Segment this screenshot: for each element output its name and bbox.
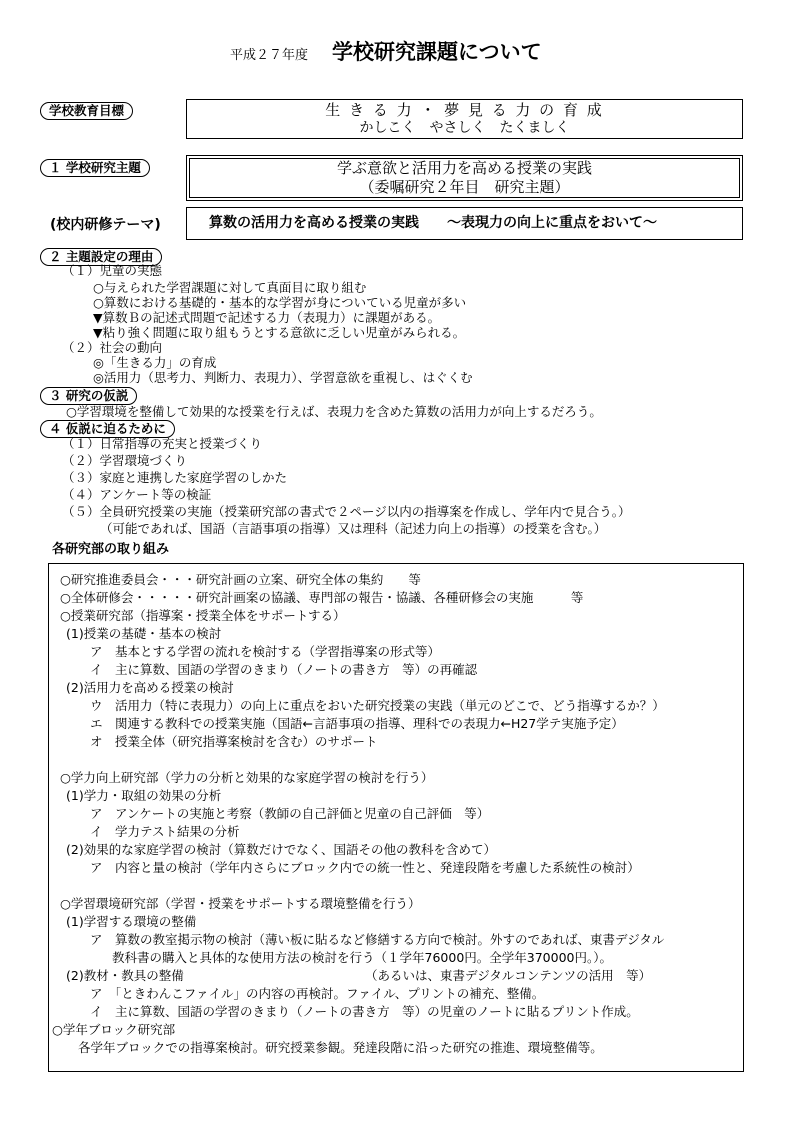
dept-line: ア 算数の教室掲示物の検討（薄い板に貼るなど修繕する方向で検討。外すのであれば、東書デジタル	[90, 932, 665, 947]
dept-line: (1)学習する環境の整備	[66, 914, 197, 929]
dept-line: ア アンケートの実施と考察（教師の自己評価と児童の自己評価 等）	[90, 806, 490, 821]
approach-line: （２）学習環境づくり	[62, 453, 188, 468]
approach-label: ４ 仮説に迫るために	[40, 420, 175, 438]
hypothesis-text: ○学習環境を整備して効果的な授業を行えば、表現力を含めた算数の活用力が向上するだろう。	[66, 404, 602, 419]
dept-line: 各学年ブロックでの指導案検討。研究授業参観。発達段階に沿った研究の推進、環境整備等。	[78, 1040, 603, 1055]
reason-line: （２）社会の動向	[62, 340, 163, 355]
approach-line: （１）日常指導の充実と授業づくり	[62, 436, 263, 451]
training-box	[186, 207, 743, 240]
approach-line: （４）アンケート等の検証	[62, 487, 212, 502]
reason-label: ２ 主題設定の理由	[40, 248, 162, 266]
reason-line: ○算数における基礎的・基本的な学習が身についている児童が多い	[93, 295, 467, 310]
dept-line: ア 「ときわんこファイル」の内容の再検討。ファイル、プリントの補充、整備。	[90, 986, 545, 1001]
dept-line: (2)活用力を高める授業の検討	[66, 680, 234, 695]
theme-line1: 学ぶ意欲と活用力を高める授業の実践	[336, 159, 592, 177]
dept-line: イ 主に算数、国語の学習のきまり（ノートの書き方 等）の児童のノートに貼るプリント作成。	[90, 1004, 639, 1019]
theme-line2: （委嘱研究２年目 研究主題）	[359, 178, 570, 196]
dept-line: (1)授業の基礎・基本の検討	[66, 626, 222, 641]
school-goal-label: 学校教育目標	[40, 102, 133, 120]
school-goal-line1: 生 き る 力 ・ 夢 見 る 力 の 育 成	[325, 101, 604, 119]
dept-line: (2)効果的な家庭学習の検討（算数だけでなく、国語その他の教科を含めて）	[66, 842, 496, 857]
dept-line: ○全体研修会・・・・・研究計画案の協議、専門部の報告・協議、各種研修会の実施 等	[60, 590, 584, 605]
dept-line: 教科書の購入と具体的な使用方法の検討を行う（１学年76000円。全学年370000円。）。	[112, 950, 612, 965]
dept-line: (2)教材・教具の整備 （あるいは、東書デジタルコンテンツの活用 等）	[66, 968, 652, 983]
hypothesis-label: ３ 研究の仮説	[40, 387, 137, 405]
approach-line: （５）全員研究授業の実施（授業研究部の書式で２ページ以内の指導案を作成し、学年内で見合う。）	[62, 504, 631, 519]
dept-line: ア 基本とする学習の流れを検討する（学習指導案の形式等）	[90, 644, 441, 659]
dept-line: イ 学力テスト結果の分析	[90, 824, 240, 839]
reason-line: ○与えられた学習課題に対して真面目に取り組む	[93, 280, 367, 295]
reason-line: ▼粘り強く問題に取り組もうとする意欲に乏しい児童がみられる。	[93, 325, 466, 340]
dept-line: イ 主に算数、国語の学習のきまり（ノートの書き方 等）の再確認	[90, 662, 478, 677]
dept-line: ○学習環境研究部（学習・授業をサポートする環境整備を行う）	[60, 896, 421, 911]
dept-line: ○授業研究部（指導案・授業全体をサポートする）	[60, 608, 346, 623]
dept-line: ○学力向上研究部（学力の分析と効果的な家庭学習の検討を行う）	[60, 770, 434, 785]
theme-label: １ 学校研究主題	[40, 159, 150, 177]
reason-line: ◎「生きる力」の育成	[93, 355, 217, 370]
dept-line: (1)学力・取組の効果の分析	[66, 788, 222, 803]
school-goal-line2: かしこく やさしく たくましく	[359, 120, 570, 136]
reason-line: ▼算数Ｂの記述式問題で記述する力（表現力）に課題がある。	[93, 310, 441, 325]
school-goal-box	[186, 99, 743, 139]
departments-heading: 各研究部の取り組み	[52, 542, 170, 557]
reason-line: （１）児童の実態	[62, 263, 163, 278]
dept-line: エ 関連する教科での授業実施（国語←言語事項の指導、理科での表現力←H27学テ実施予定）	[90, 716, 624, 731]
dept-line: オ 授業全体（研究指導案検討を含む）のサポート	[90, 734, 378, 749]
training-label: (校内研修テーマ)	[50, 217, 161, 233]
dept-line: ○学年ブロック研究部	[52, 1022, 176, 1037]
dept-line: ウ 活用力（特に表現力）の向上に重点をおいた研究授業の実践（単元のどこで、どう指導するか？）	[90, 698, 665, 713]
approach-line: （可能であれば、国語（言語事項の指導）又は理科（記述力向上の指導）の授業を含む。）	[100, 521, 607, 536]
reason-line: ◎活用力（思考力、判断力、表現力）、学習意欲を重視し、はぐくむ	[93, 370, 473, 385]
fiscal-year: 平成２７年度	[230, 48, 309, 63]
dept-line: ア 内容と量の検討（学年内さらにブロック内での統一性と、発達段階を考慮した系統性の検討）	[90, 860, 640, 875]
dept-line: ○研究推進委員会・・・研究計画の立案、研究全体の集約 等	[60, 572, 421, 587]
approach-line: （３）家庭と連携した家庭学習のしかた	[62, 470, 288, 485]
theme-box	[186, 155, 743, 201]
page-title: 学校研究課題について	[332, 40, 542, 64]
training-text: 算数の活用力を高める授業の実践 〜表現力の向上に重点をおいて〜	[209, 215, 657, 231]
